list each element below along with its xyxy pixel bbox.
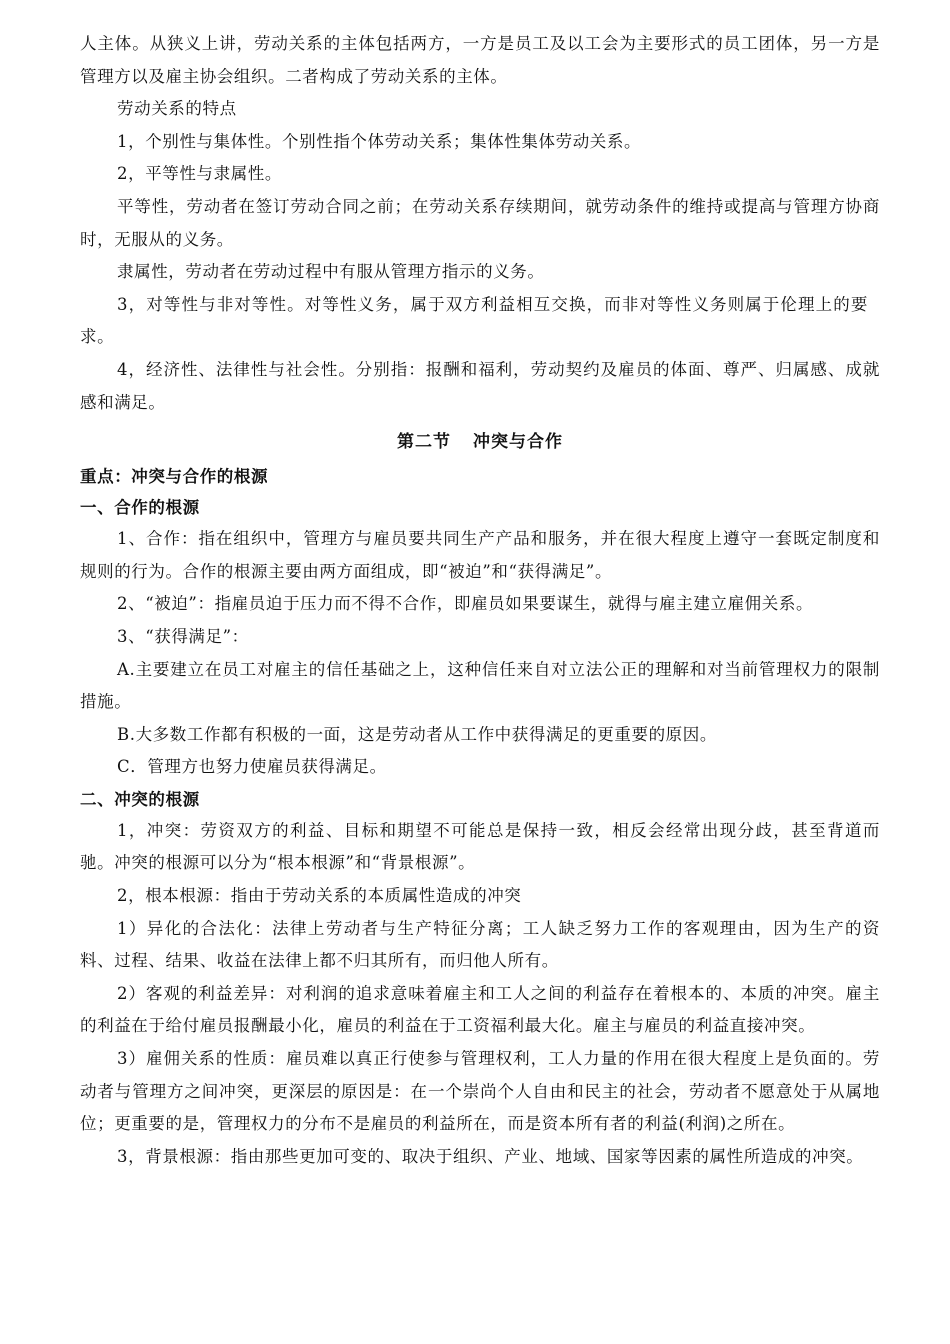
paragraph: 劳动关系的特点 [117,99,237,119]
section-heading: 冲突与合作 [473,432,563,453]
paragraph: 3、“获得满足”： [117,626,249,646]
paragraph: 人主体。从狭义上讲，劳动关系的主体包括两方，一方是员工及以工会为主要形式的员工团体，另一方是管理方以及雇主协会组织。二者构成了劳动关系的主体。 [80,34,880,86]
paragraph: B.大多数工作都有积极的一面，这是劳动者从工作中获得满足的更重要的原因。 [117,724,717,744]
document-page [80,28,880,1173]
heading-cooperation-roots: 一、合作的根源 [80,498,200,518]
paragraph: 2，平等性与隶属性。 [117,164,282,184]
paragraph: 4，经济性、法律性与社会性。分别指：报酬和福利，劳动契约及雇员的体面、尊严、归属感、成就感和满足。 [80,359,880,412]
paragraph: 2，根本根源：指由于劳动关系的本质属性造成的冲突 [117,886,522,906]
section-title [80,423,880,461]
paragraph: 3）雇佣关系的性质：雇员难以真正行使参与管理权利，工人力量的作用在很大程度上是负面的。劳动者与管理方之间冲突，更深层的原因是：在一个崇尚个人自由和民主的社会，劳动者不愿意处于从属地位；更重要的是，管理权力的分布不是雇员的利益所在，而是资本所有者的利益(利润)之所在。 [80,1049,880,1134]
paragraph: 1、合作：指在组织中，管理方与雇员要共同生产产品和服务，并在很大程度上遵守一套既定制度和规则的行为。合作的根源主要由两方面组成，即“被迫”和“获得满足”。 [80,529,880,581]
paragraph: C．管理方也努力使雇员获得满足。 [117,757,387,777]
paragraph: A.主要建立在员工对雇主的信任基础之上，这种信任来自对立法公正的理解和对当前管理权力的限制措施。 [80,659,880,712]
paragraph: 2、“被迫”：指雇员迫于压力而不得不合作，即雇员如果要谋生，就得与雇主建立雇佣关系。 [117,594,814,614]
paragraph: 1，个别性与集体性。个别性指个体劳动关系；集体性集体劳动关系。 [117,131,642,151]
paragraph: 3，背景根源：指由那些更加可变的、取决于组织、产业、地域、国家等因素的属性所造成的冲突。 [117,1146,864,1166]
paragraph: 2）客观的利益差异：对利润的追求意味着雇主和工人之间的利益存在着根本的、本质的冲突。雇主的利益在于给付雇员报酬最小化，雇员的利益在于工资福利最大化。雇主与雇员的利益直接冲突。 [80,983,880,1036]
paragraph: 平等性，劳动者在签订劳动合同之前；在劳动关系存续期间，就劳动条件的维持或提高与管理方协商时，无服从的义务。 [80,196,880,249]
paragraph: 1，冲突：劳资双方的利益、目标和期望不可能总是保持一致，相反会经常出现分歧，甚至背道而驰。冲突的根源可以分为“根本根源”和“背景根源”。 [80,820,880,873]
section-number: 第二节 [397,432,451,453]
paragraph: 3，对等性与非对等性。对等性义务，属于双方利益相互交换，而非对等性义务则属于伦理上的要求。 [80,294,868,347]
key-point-heading: 重点：冲突与合作的根源 [80,467,269,487]
paragraph: 1）异化的合法化：法律上劳动者与生产特征分离；工人缺乏努力工作的客观理由，因为生产的资料、过程、结果、收益在法律上都不归其所有，而归他人所有。 [80,918,880,971]
heading-conflict-roots: 二、冲突的根源 [80,789,200,809]
paragraph: 隶属性，劳动者在劳动过程中有服从管理方指示的义务。 [117,262,545,282]
